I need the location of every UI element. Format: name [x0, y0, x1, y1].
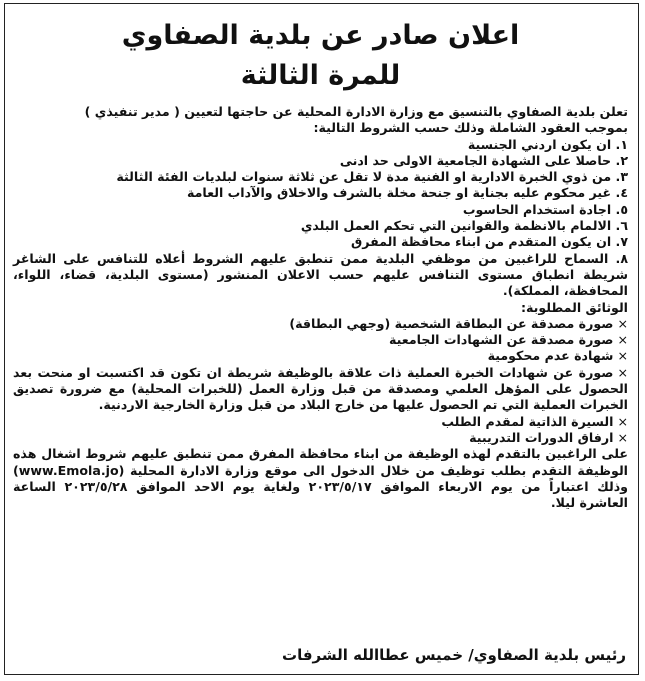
condition-item: ٢. حاصلا على الشهادة الجامعية الاولى حد ادنى: [339, 152, 628, 168]
document-item: × ارفاق الدورات التدريبية: [13, 430, 628, 446]
condition-item: ٦. الالمام بالانظمة والقوانين التي تحكم العمل البلدي: [300, 218, 628, 234]
document-item: × صورة مصدقة عن البطاقة الشخصية (وجهي البطاقة): [13, 316, 628, 332]
condition-item: ٣. من ذوي الخبرة الادارية او الفنية مدة لا تقل عن ثلاثة سنوات لبلديات الفئة الثالثة: [116, 169, 628, 185]
intro-line: بموجب العقود الشاملة وذلك حسب الشروط التالية:: [313, 120, 628, 136]
condition-item: ١. ان يكون اردني الجنسية: [467, 136, 628, 152]
condition-item: ٧. ان يكون المتقدم من ابناء محافظة المفرق: [350, 234, 628, 250]
intro-line: تعلن بلدية الصفاوي بالتنسيق مع وزارة الادارة المحلية عن حاجتها لتعيين ( مدير تنفيذي ): [84, 104, 628, 119]
closing-paragraph: على الراغبين بالتقدم لهذه الوظيفة من ابناء محافظة المفرق ممن تنطبق عليهم شروط اشغال هذه الوظيفة التقدم بطلب توظيف من خلال الدخول الى موقع وزارة الادارة المحلية (www.Emola.jo) وذلك اعتباراً من يوم الاربعاء الموافق ٢٠٢٣/٥/١٧ ولغاية يوم الاحد الموافق ٢٠٢٣/٥/٢٨ الساعة العاشرة ليلا.: [13, 446, 629, 511]
condition-item: ٤. غير محكوم عليه بجناية او جنحة مخلة بالشرف والاخلاق والآداب العامة: [186, 185, 628, 201]
announcement-frame: [4, 3, 639, 675]
announcement-body: [13, 104, 628, 511]
document-item: × صورة مصدقة عن الشهادات الجامعية: [13, 332, 628, 348]
document-item: × صورة عن شهادات الخبرة العملية ذات علاقة بالوظيفة شريطة ان تكون قد اكتسبت او منحت بعد الحصول على المؤهل العلمي ومصدقة من قبل وزارة العمل (للخبرات المحلية) مع ضرورة تصديق الخبرات العملية التي تم الحصول عليها من خارج البلاد من قبل وزارة الخارجية الاردنية.: [13, 365, 628, 414]
documents-heading: الوثائق المطلوبة:: [520, 299, 628, 315]
document-item: × شهادة عدم محكومية: [13, 348, 628, 364]
announcement-title: اعلان صادر عن بلدية الصفاوي: [121, 20, 520, 51]
announcement-subtitle: للمرة الثالثة: [240, 60, 401, 91]
condition-item: ٥. اجادة استخدام الحاسوب: [462, 201, 628, 217]
conditions-list: [13, 137, 628, 300]
signature-line: رئيس بلدية الصفاوي/ خميس عطاالله الشرفات: [282, 646, 626, 664]
documents-list: [13, 316, 628, 446]
document-item: × السيرة الذاتية لمقدم الطلب: [13, 414, 628, 430]
condition-item: ٨. السماح للراغبين من موظفي البلدية ممن تنطبق عليهم الشروط أعلاه للتنافس على الشاغر شريطة انطباق مستوى التنافس عليهم حسب الاعلان المنشور (مستوى البلدية، قضاء، اللواء، المحافظة، المملكة).: [13, 250, 628, 299]
